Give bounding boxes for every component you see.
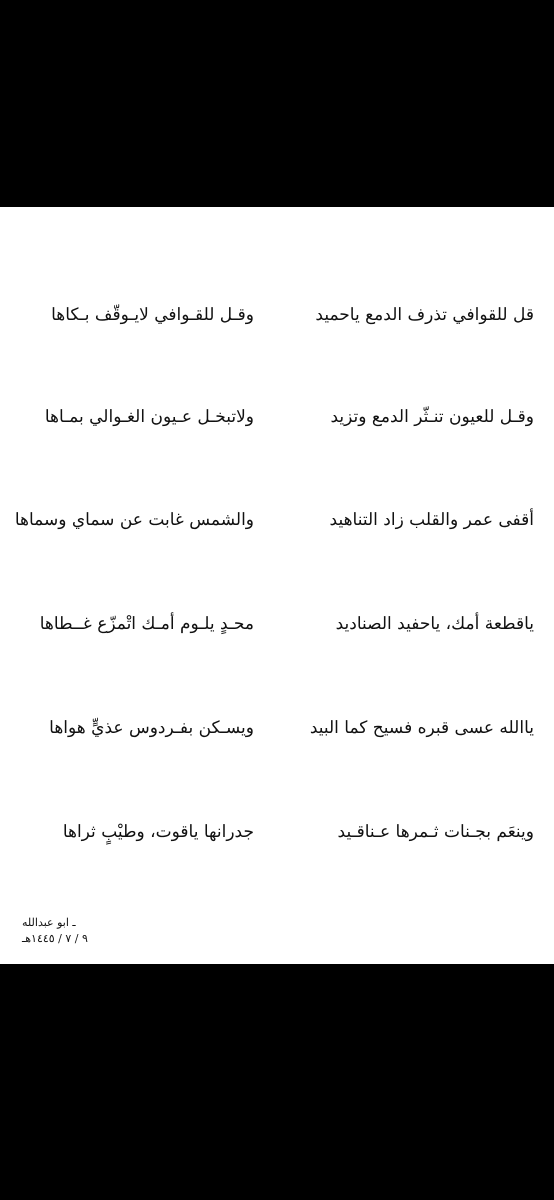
verse-4-first-hemistich: ياقطعة أمك، ياحفيد الصناديد <box>335 614 534 634</box>
verse-2-first-hemistich: وقـل للعيون تنـثّر الدمع وتزيد <box>330 407 534 427</box>
top-black-bar <box>0 0 554 207</box>
verse-5-second-hemistich: ويسـكن بفـردوس عذيٍّ هواها <box>49 718 254 738</box>
verse-row-5 <box>0 708 554 748</box>
signature-date: ٩ / ٧ / ١٤٤٥هـ <box>22 932 88 945</box>
verse-row-4 <box>0 604 554 644</box>
verse-3-second-hemistich: والشمس غابت عن سماي وسماها <box>14 510 254 530</box>
verse-6-first-hemistich: وينعَم بجـنات ثـمرها عـناقـيد <box>337 822 534 842</box>
verse-5-first-hemistich: ياالله عسى قبره فسيح كما البيد <box>309 718 534 738</box>
verse-4-second-hemistich: محـدٍ يلـوم أمـك اتْمزّع غــطاها <box>39 614 254 634</box>
verse-6-second-hemistich: جدرانها ياقوت، وطيْبٍ ثراها <box>62 822 254 842</box>
bottom-black-bar <box>0 964 554 1200</box>
signature-author: ـ ابو عبدالله <box>22 916 76 929</box>
verse-row-1 <box>0 295 554 335</box>
verse-row-2 <box>0 397 554 437</box>
verse-1-second-hemistich: وقـل للقـوافي لايـوقّف بـكاها <box>51 305 254 325</box>
verse-1-first-hemistich: قل للقوافي تذرف الدمع ياحميد <box>315 305 534 325</box>
verse-row-3 <box>0 500 554 540</box>
signature-block <box>22 915 142 947</box>
verse-row-6 <box>0 812 554 852</box>
verse-3-first-hemistich: أقفى عمر والقلب زاد التناهيد <box>329 510 534 530</box>
verse-2-second-hemistich: ولاتبخـل عـيون الغـوالي بمـاها <box>44 407 254 427</box>
